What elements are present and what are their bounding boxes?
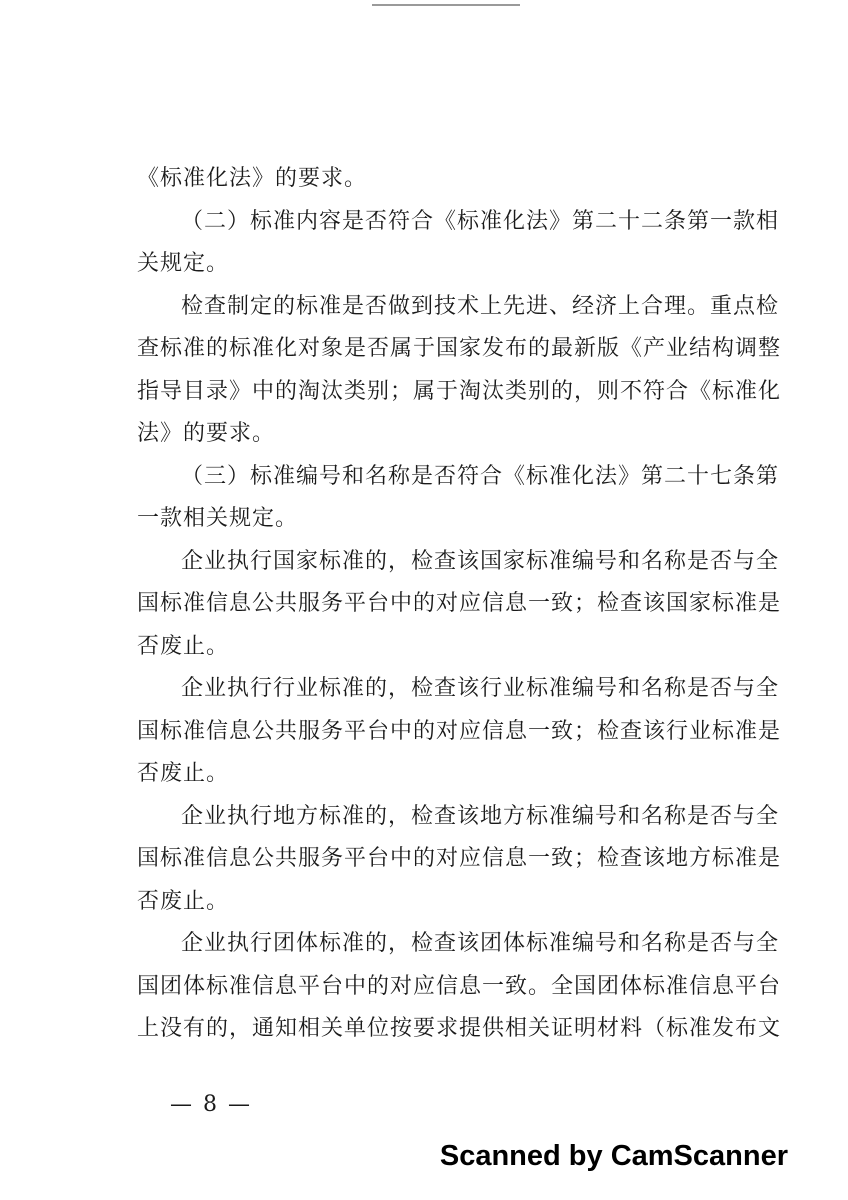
paragraph-start: 企业执行行业标准的，检查该行业标准编号和名称是否与全 [181,676,780,701]
text-line: 查标准的标准化对象是否属于国家发布的最新版《产业结构调整 [137,336,782,361]
text-line: 国团体标准信息平台中的对应信息一致。全国团体标准信息平台 [137,973,782,999]
text-line: 关规定。 [137,251,230,276]
document-body [137,158,789,1051]
text-line: 否废止。 [137,633,230,659]
scanner-watermark: Scanned by CamScanner [439,1140,788,1172]
page-number: — 8 — [170,1092,252,1117]
text-line: 《标准化法》的要求。 [137,166,368,191]
text-line: 国标准信息公共服务平台中的对应信息一致；检查该行业标准是 [137,718,782,744]
text-line: 国标准信息公共服务平台中的对应信息一致；检查该国家标准是 [137,591,782,616]
paragraph-start: 检查制定的标准是否做到技术上先进、经济上合理。重点检 [181,293,780,319]
paragraph-start: 企业执行地方标准的，检查该地方标准编号和名称是否与全 [181,803,780,829]
scan-edge-mark [372,4,520,6]
paragraph-start: 企业执行团体标准的，检查该团体标准编号和名称是否与全 [181,931,780,956]
paragraph-start: 企业执行国家标准的，检查该国家标准编号和名称是否与全 [181,548,780,574]
text-line: 法》的要求。 [137,421,276,446]
text-line: 指导目录》中的淘汰类别；属于淘汰类别的，则不符合《标准化 [137,378,782,404]
text-line: 否废止。 [137,761,230,786]
text-line: 国标准信息公共服务平台中的对应信息一致；检查该地方标准是 [137,846,782,871]
text-line: 一款相关规定。 [137,506,299,531]
section-heading-2: （二）标准内容是否符合《标准化法》第二十二条第一款相 [181,208,780,234]
text-line: 否废止。 [137,888,230,914]
text-line: 上没有的，通知相关单位按要求提供相关证明材料（标准发布文 [137,1016,782,1041]
section-heading-3: （三）标准编号和名称是否符合《标准化法》第二十七条第 [181,463,780,489]
